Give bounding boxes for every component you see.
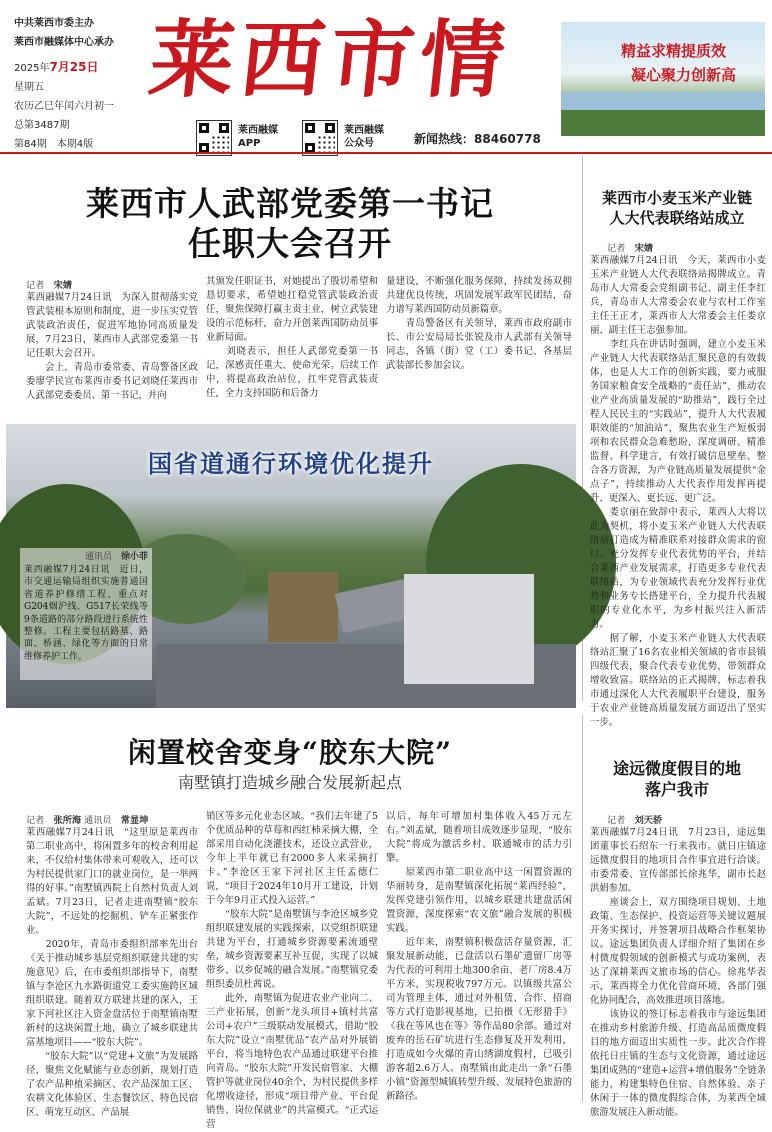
photo-byline-label: 通讯员 xyxy=(84,552,112,562)
wechat-qr-code-icon[interactable] xyxy=(302,120,338,156)
article-4-byline xyxy=(607,812,662,826)
article-1-byline xyxy=(26,277,72,291)
weekday: 星期五 xyxy=(14,82,44,93)
promo-slogan-1: 精益求精提质效 xyxy=(621,42,727,60)
issue-number: 第84期 本期4版 xyxy=(14,139,94,150)
hotline-label: 新闻热线： xyxy=(414,132,475,146)
milling-machine xyxy=(404,574,534,684)
sponsor-line-1: 中共莱西市委主办 xyxy=(14,18,94,29)
byline-label-2: 通讯员 xyxy=(84,815,112,826)
article-4-headline-line-2: 落户我市 xyxy=(644,780,709,799)
article-3-column-2: 销区等多元化业态区域。“我们去年建了5个优质品种的草莓和西红柿采摘大棚，全部采用自动化浇灌技术，还设立武营业，今年上半年就已有2000多人来采摘打卡。”李沧区王家下河社区主任孟德仁说，“项目于2024年10月开工建设，计划于今年9月正式投入运营。” “胶东大院”是南墅镇与李沧区城乡党组织联建发展的实践探索，以党组织联建共建为平台，打通城乡资源要素流通壁垒，城乡资源要素互补互促，实现了以城带乡、以乡促城的融合发展。”南墅镇党委组织委员杜茜说。 此外，南墅镇为促进农业产业向二、三产业拓展，创新“龙头项目+镇村共富公司+农户”三级联动发展模式，借助“胶东大院”设立“南墅优品”农产品对外展销平台，将当地特色农产品通过联建平台推向青岛。“胶东大院”开发民宿管家、大棚管护等就业岗位40余个，为村民提供多样化增收途径，形成“项目带产业、平台促销售、岗位保就业”的共富模式。“正式运营 xyxy=(206,811,378,1130)
byline-label: 记者 xyxy=(26,815,45,826)
article-3-byline xyxy=(26,812,148,826)
date-year: 2025年 xyxy=(14,63,50,74)
hotline-number: 88460778 xyxy=(474,132,541,146)
total-issue: 总第3487期 xyxy=(14,120,70,131)
app-qr-code-icon[interactable] xyxy=(196,120,232,156)
photo-story-title: 国省道通行环境优化提升 xyxy=(148,449,434,478)
byline-name-2: 常显坤 xyxy=(120,815,149,826)
lake-band xyxy=(561,92,765,110)
byline-name: 宋婧 xyxy=(53,280,72,291)
issue-date xyxy=(14,58,154,78)
article-1-column-2: 其颁发任职证书，对她提出了殷切希望和恳切要求，希望她扛稳党管武装政治责任，聚焦保障打赢主责主业，树立武装建设的示范标杆，奋力开创莱西国防动员事业新局面。 刘晓表示，担任人武部党委第一书记，深感责任重大、使命光荣。后续工作中，将提高政治站位，扛牢党管武装责任，全力支持国防和后备力 xyxy=(206,276,378,399)
hotline xyxy=(414,130,541,147)
byline-name: 宋婧 xyxy=(634,243,653,254)
photo-caption-text: 莱西融媒7月24日讯 近日，市交通运输局组织实施普通国省道养护修缮工程，重点对G204烟沪线、G517长荣线等9条道路的部分路段进行系统性整修。工程主要包括路基、路面、桥涵、绿化等方面的日常维修养护工作。 xyxy=(24,565,148,662)
newspaper-brand-logo: 莱西市情 xyxy=(144,10,516,109)
masthead-info xyxy=(14,14,154,154)
article-3-subhead: 南墅镇打造城乡融合发展新起点 xyxy=(177,773,402,792)
article-1-headline-line-2: 任职大会召开 xyxy=(188,224,392,263)
byline-label: 记者 xyxy=(607,243,626,254)
article-1-column-1: 莱西融媒7月24日讯 为深入贯彻落实党管武装根本原则和制度，进一步压实党管武装政治责任，促进军地协同高质量发展，7月23日，莱西市人武部党委第一书记任职大会召开。 会上，青岛市委常委、青岛警备区政委廖学民宣布莱西市委书记刘晓任莱西市人武部党委委员、第一书记，并向 xyxy=(26,292,198,401)
article-3-column-1: 莱西融媒7月24日讯 “这里原是莱西市第二职业高中，将闲置多年的校舍利用起来，不仅给村集体带来可观收入，还可以为村民提供家门口的就业岗位，是一举两得的好事。”南墅镇西院上自然村负责人刘孟斌。7月23日，记者走进南墅镇“胶东大院”，不远处的挖掘机、铲车正紧张作业。 2020年，青岛市委组织部率先出台《关于推动城乡基层党组织联建共建的实施意见》后，在市委组织部指导下，南墅镇与李沧区九水路街道党工委实施跨区域组织联建。随着双方联建共建的深入，王家下河社区注入资金盘活位于南墅镇南墅新村的这块闲置土地，确立了城乡联建共富基地项目——“胶东大院”。 “胶东大院”以“党建+文旅”为发展路径，聚焦文化赋能与业态创新，规划打造了农产品种植采摘区、农产品深加工区、农耕文化体验区、生态餐饮区、特色民宿区、萌宠互动区、产品展 xyxy=(26,827,198,1118)
article-2-body: 莱西融媒7月24日讯 今天，莱西市小麦玉米产业链人大代表联络站揭牌成立。青岛市人大常委会党组副书记、副主任李红兵，青岛市人大常委会农业与农村工作室主任王正才，莱西市人大常委会主任娄京丽、副主任王志强参加。 李红兵在讲话时强调，建立小麦玉米产业链人大代表联络站汇聚民意的有效载体，也是人大工作的创新实践，要力戒服务国家粮食安全战略的“责任站”，推动农业产业高质量发展的“助推站”，践行全过程人民民主的“实践站”，提升人大代表履职效能的“加油站”，聚焦农业生产短板弱项和农民群众急难愁盼，深度调研、精准监督、科学建言，有效打破信息壁垒、整合各方资源，为产业链高质量发展提供“金点子”，持续推动人大代表作用发挥再提升、更深入、更长远、更广泛。 娄京丽在致辞中表示，莱西人大将以此为契机，将小麦玉米产业链人大代表联络站打造成为精准联系对接群众需求的窗口、充分发挥专业代表优势的平台，并结合莱西产业发展需求，打造更多专业代表联络站，为专业领域代表充分发挥行业优势和业务专长搭建平台，全力提升代表履职的专业化水平，为乡村振兴注入新活力。 据了解，小麦玉米产业链人大代表联络站汇聚了16名农业相关领域的省市县镇四级代表，聚合代表专业优势，带领群众增收致富。联络站的正式揭牌，标志着我市通过深化人大代表履职平台建设，服务于农业产业链高质量发展方面迈出了坚实一步。 xyxy=(590,255,766,728)
article-2-byline xyxy=(607,240,653,254)
article-3-column-3: 以后，每年可增加村集体收入45万元左右。”刘孟斌，随着项目成效逐步显现，“胶东大院”将成为激活乡村、联通城市的活力引擎。 原莱西市第二职业高中这一闲置资源的华丽转身，是南墅镇深化拓展“莱西经验”，发挥党建引领作用，以城乡联建共建盘活闲置资源，深度探索“农文旅”融合发展的积极实践。 近年来，南墅镇积极盘活存量资源，汇聚发展新动能，已盘活以石墨矿遗留厂房等为代表的可利用土地300余亩、老厂房8.4万平方米，实现税收797万元。以镇级共富公司为管理主体，通过对外租赁、合作、招商等方式打造影视基地，已拍摄《无形猎手》《我在等风也在等》等作品80余部。通过对废弃的岳石矿坑进行生态修复及开发利用，打造成如今火爆的青山绣湖度假村，已吸引游客超2.6万人。南墅镇由此走出一条“石墨小镇”资源型城镇转型升级、发展特色旅游的新路径。 xyxy=(386,811,572,1102)
article-2-headline-line-1: 莱西市小麦玉米产业链 xyxy=(601,189,752,207)
article-4-headline-line-1: 途远微度假目的地 xyxy=(612,759,741,778)
dump-truck xyxy=(268,572,338,642)
promo-banner xyxy=(561,22,765,136)
article-4-body: 莱西融媒7月24日讯 7月23日，途远集团董事长石绍东一行来我市。就日庄镇途远微度假目的地项目合作事宜进行洽谈。市委常委、宣传部部长徐兆华，副市长赵洪娟参加。 座谈会上，双方围绕项目规划、土地政策、生态保护、投资运营等关键议题展开务实探讨，并签署项目战略合作框架协议。途远集团负责人详细介绍了集团在乡村微度假领域的创新模式与成功案例，表达了深耕莱西文旅市场的信心。徐兆华表示，莱西将全力优化营商环境，各部门强化协同配合，高效推进项目落地。 该协议的签订标志着我市与途远集团在推动乡村旅游升级、打造高品质微度假目的地方面迈出实质性一步。此次合作将依托日庄镇的生态与文化资源，通过途远集团成熟的“建造+运营+增值服务”全链条能力，构建集特色住宿、自然体验、亲子休闲于一体的微度假综合体，为莱西全域旅游发展注入新动能。 xyxy=(590,827,766,1118)
masthead xyxy=(0,0,772,152)
shore-band xyxy=(561,110,765,136)
article-3-headline: 闲置校舍变身“胶东大院” xyxy=(127,736,453,769)
article-2-headline-line-2: 人大代表联络站成立 xyxy=(609,209,745,227)
byline-name: 张所海 xyxy=(53,815,82,826)
app-qr-label: 莱西融媒 APP xyxy=(238,125,278,149)
photo-byline-name: 徐小菲 xyxy=(120,552,148,562)
masthead-divider xyxy=(0,152,772,154)
lunar-date: 农历乙巳年闰六月初一 xyxy=(14,101,114,112)
byline-label: 记者 xyxy=(26,280,45,291)
byline-label: 记者 xyxy=(607,815,626,826)
column-divider-bottom xyxy=(582,715,583,1103)
wechat-qr-label: 莱西融媒 公众号 xyxy=(344,125,384,149)
date-month-day: 7月25日 xyxy=(49,60,99,74)
photo-byline xyxy=(24,551,148,564)
article-1-headline-line-1: 莱西市人武部党委第一书记 xyxy=(86,184,494,223)
promo-slogan-2: 凝心聚力创新高 xyxy=(631,66,737,84)
article-1-column-3: 量建设，不断强化服务保障，持续发扬双拥共建优良传统，巩固发展军政军民团结，奋力谱写莱西国防动员新篇章。 青岛警备区有关领导，莱西市政府副市长、市公安局局长张锐及市人武部有关领导同志，各镇（街）党（工）委书记、各基层武装部长参加会议。 xyxy=(386,276,572,371)
sponsor-line-2: 莱西市融媒体中心承办 xyxy=(14,37,114,48)
byline-name: 刘天骄 xyxy=(634,815,663,826)
photo-caption-box xyxy=(20,548,152,680)
